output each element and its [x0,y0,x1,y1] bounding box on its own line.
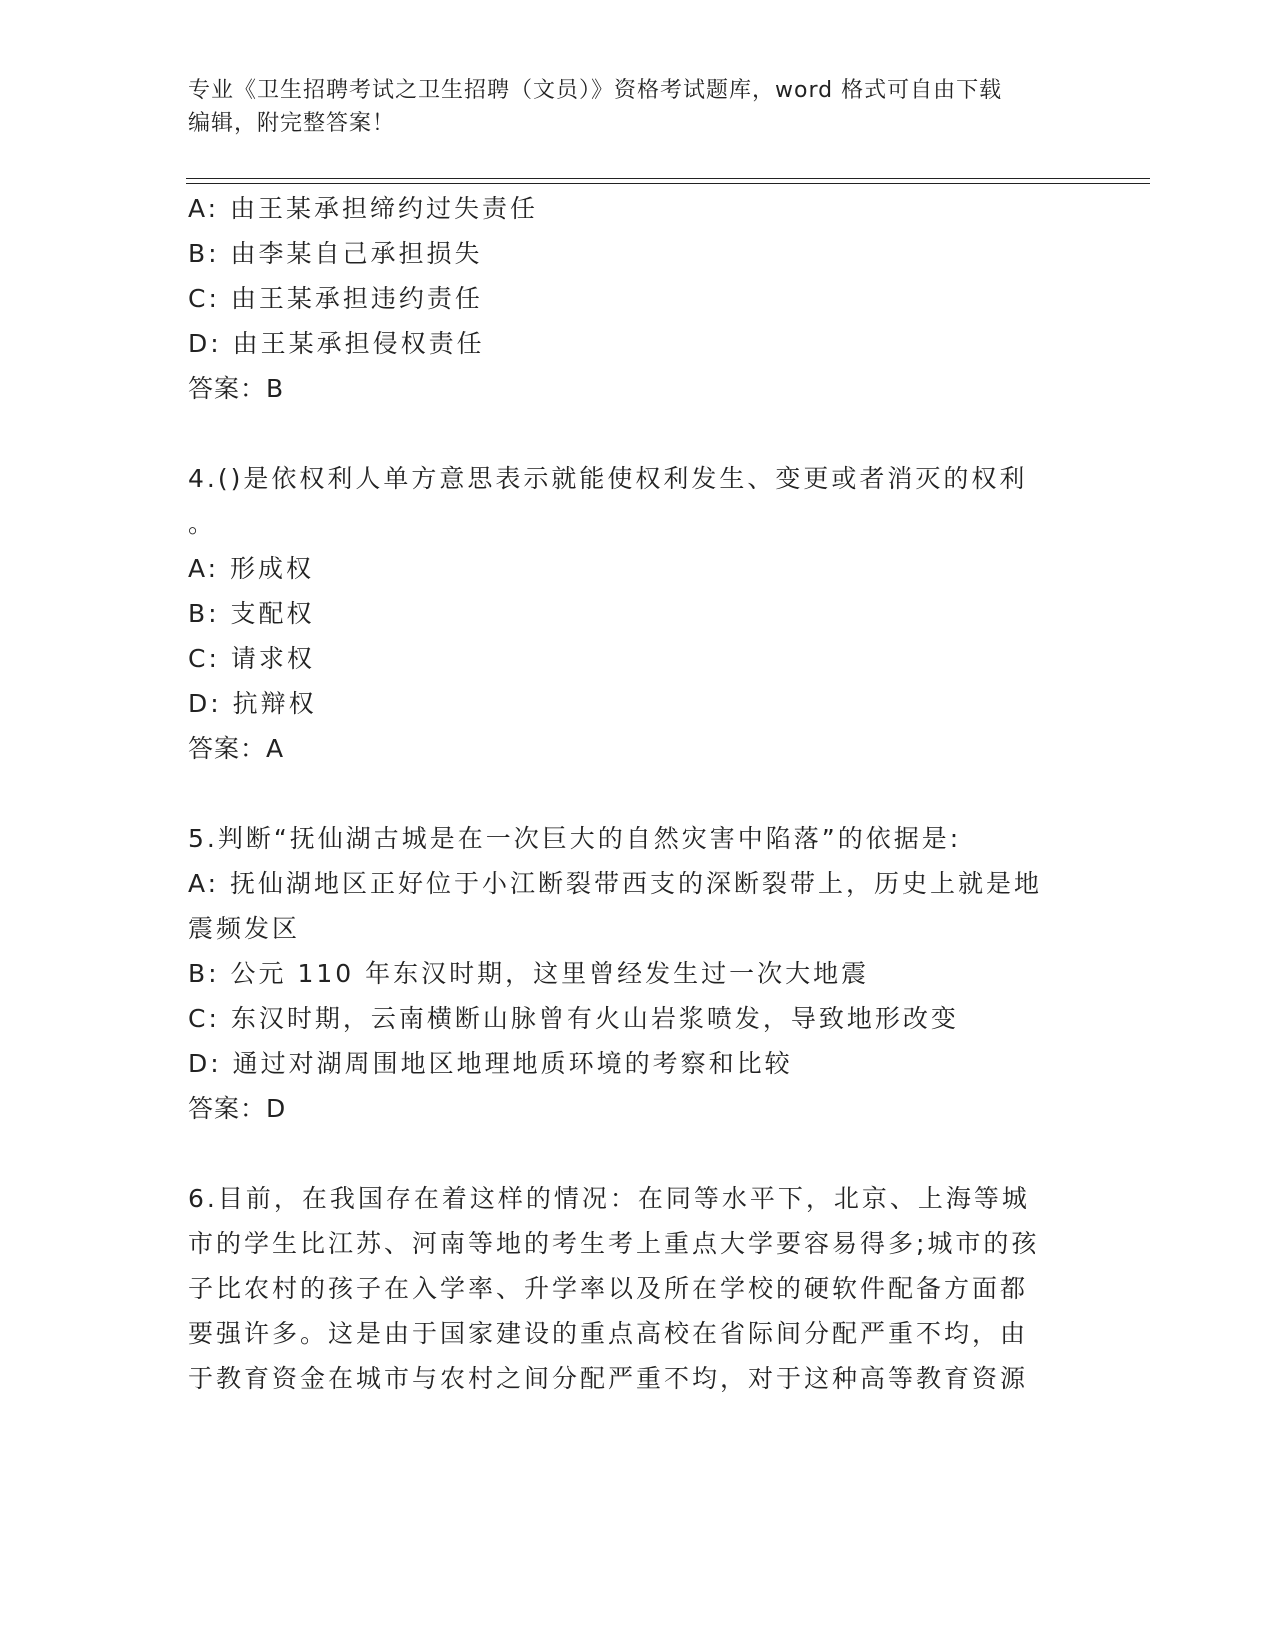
header-rule-bottom [186,183,1150,184]
q4-option-b: B: 支配权 [188,599,315,628]
q4-option-a: A: 形成权 [188,554,315,583]
q3-option-c: C: 由王某承担违约责任 [188,284,483,313]
q6-stem-line-1: 6.目前，在我国存在着这样的情况：在同等水平下，北京、上海等城 [188,1184,1030,1213]
header-line-1: 专业《卫生招聘考试之卫生招聘（文员）》资格考试题库，word 格式可自由下载 [188,78,1003,103]
q4-option-d: D: 抗辩权 [188,689,317,718]
q3-option-b: B: 由李某自己承担损失 [188,239,483,268]
q3-answer: 答案：B [188,374,285,403]
q3-option-a: A: 由王某承担缔约过失责任 [188,194,539,223]
header-line-2: 编辑，附完整答案！ [188,111,396,136]
header-rule-top [186,178,1150,179]
q6-stem-line-5: 于教育资金在城市与农村之间分配严重不均，对于这种高等教育资源 [188,1364,1029,1393]
q4-option-c: C: 请求权 [188,644,315,673]
q5-option-a: A: 抚仙湖地区正好位于小江断裂带西支的深断裂带上，历史上就是地 [188,869,1043,898]
q5-option-a-cont: 震频发区 [188,914,301,943]
q3-option-d: D: 由王某承担侵权责任 [188,329,485,358]
q6-stem-line-4: 要强许多。这是由于国家建设的重点高校在省际间分配严重不均，由 [188,1319,1029,1348]
q6-stem-line-2: 市的学生比江苏、河南等地的考生考上重点大学要容易得多;城市的孩 [188,1229,1040,1258]
q5-stem: 5.判断“抚仙湖古城是在一次巨大的自然灾害中陷落”的依据是: [188,824,962,853]
q6-stem-line-3: 子比农村的孩子在入学率、升学率以及所在学校的硬软件配备方面都 [188,1274,1029,1303]
document-header [188,74,1068,140]
q4-stem-line-2: 。 [188,509,217,538]
q5-option-d: D: 通过对湖周围地区地理地质环境的考察和比较 [188,1049,793,1078]
q5-option-b: B: 公元 110 年东汉时期，这里曾经发生过一次大地震 [188,959,870,988]
q4-stem-line-1: 4.()是依权利人单方意思表示就能使权利发生、变更或者消灭的权利 [188,464,1028,493]
q4-answer: 答案：A [188,734,285,763]
q5-answer: 答案：D [188,1094,287,1123]
q5-option-c: C: 东汉时期，云南横断山脉曾有火山岩浆喷发，导致地形改变 [188,1004,959,1033]
